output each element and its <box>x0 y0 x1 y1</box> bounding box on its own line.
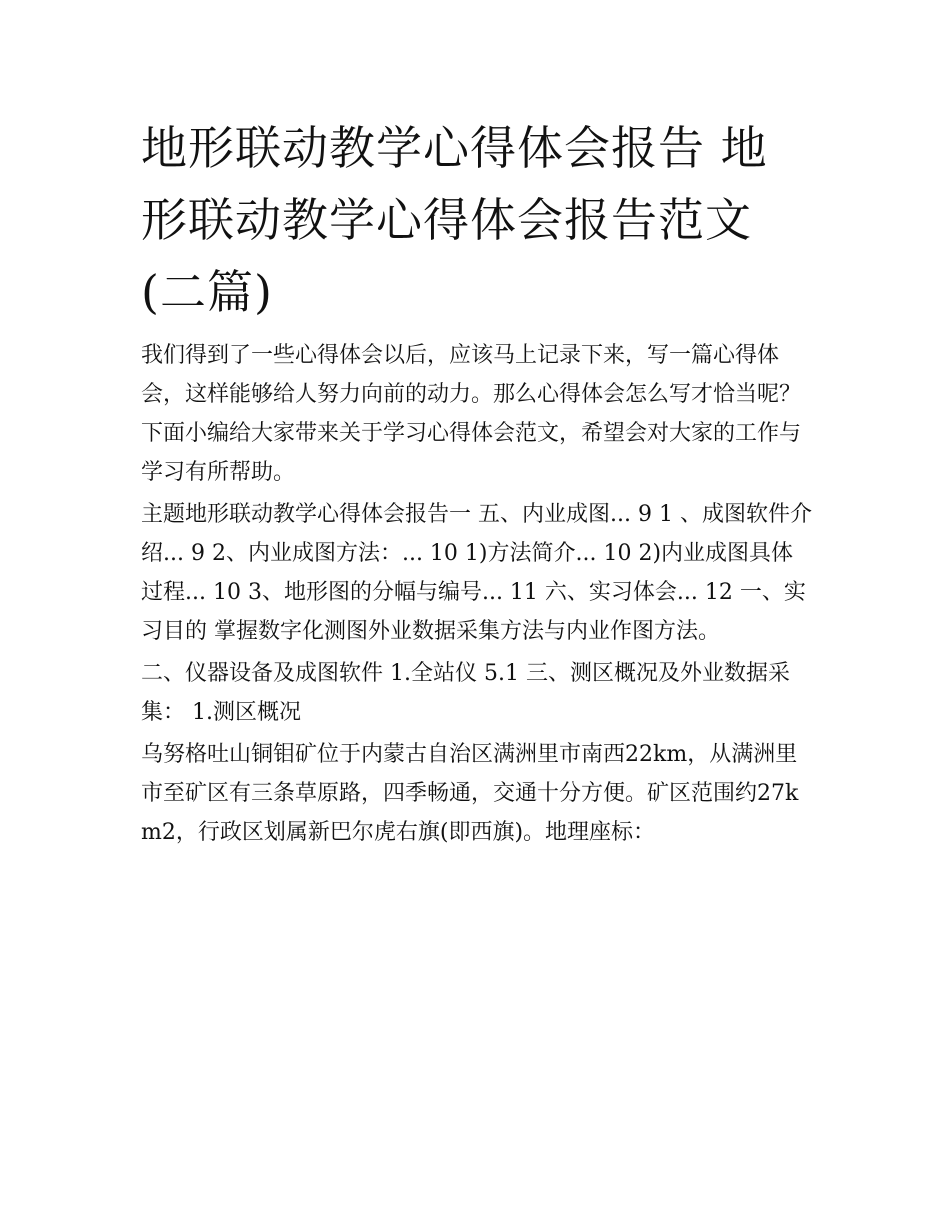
paragraph-equipment: 二、仪器设备及成图软件 1.全站仪 5.1 三、测区概况及外业数据采集： 1.测区概况 <box>141 661 790 725</box>
document-page <box>141 112 813 855</box>
paragraph-contents: 主题地形联动教学心得体会报告一 五、内业成图... 9 1 、成图软件介绍... 9 2、内业成图方法：... 10 1)方法简介... 10 2)内业成图具体过程... 10 3、地形图的分幅与编号... 11 六、实习体会... 12 一、实习目的 掌握数字化测图外业数据采集方法与内业作图方法。 <box>141 502 812 644</box>
paragraph-survey-area: 乌努格吐山铜钼矿位于内蒙古自治区满洲里市南西22km，从满洲里市至矿区有三条草原路，四季畅通，交通十分方便。矿区范围约27km2，行政区划属新巴尔虎右旗(即西旗)。地理座标： <box>141 742 799 845</box>
paragraph-intro: 我们得到了一些心得体会以后，应该马上记录下来，写一篇心得体会，这样能够给人努力向前的动力。那么心得体会怎么写才恰当呢？下面小编给大家带来关于学习心得体会范文，希望会对大家的工作与学习有所帮助。 <box>141 343 802 485</box>
document-title: 地形联动教学心得体会报告 地形联动教学心得体会报告范文(二篇) <box>141 121 768 319</box>
